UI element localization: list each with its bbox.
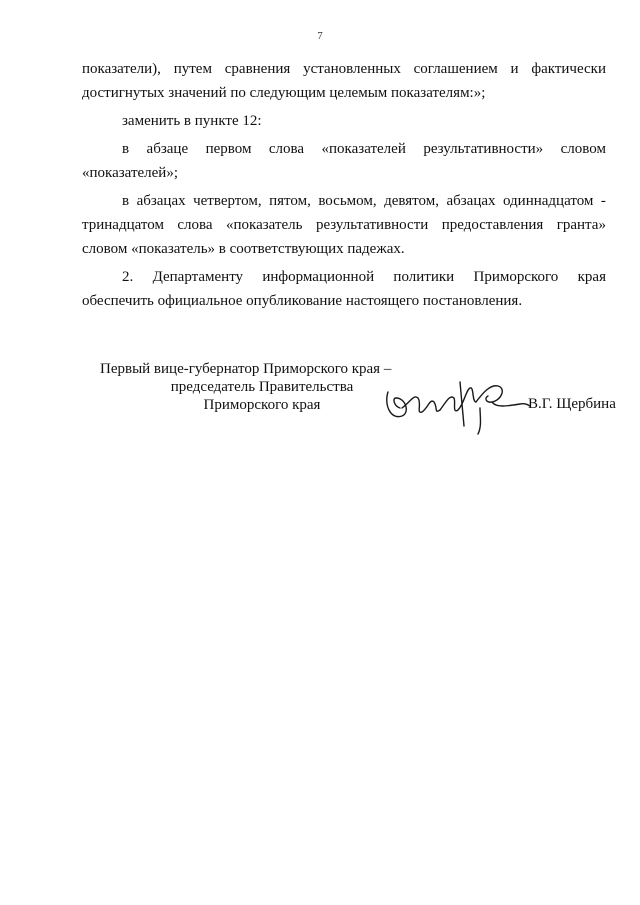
paragraph-5-line-1 bbox=[122, 268, 606, 286]
word: в bbox=[122, 141, 130, 157]
word: соглашением bbox=[413, 61, 498, 77]
word: «показателей bbox=[321, 141, 406, 157]
word: установленных bbox=[303, 61, 401, 77]
word: абзацах bbox=[136, 193, 186, 209]
word: в bbox=[122, 193, 130, 209]
word: политики bbox=[393, 269, 455, 285]
word: предоставления bbox=[441, 217, 544, 233]
word: словом bbox=[560, 141, 606, 157]
paragraph-5-line-2: обеспечить официальное опубликование настоящего постановления. bbox=[82, 293, 523, 309]
word: абзаце bbox=[146, 141, 189, 157]
word: результативности» bbox=[423, 141, 544, 157]
word: информационной bbox=[262, 269, 375, 285]
word: тринадцатом bbox=[82, 217, 164, 233]
word: пятом, bbox=[269, 193, 311, 209]
word: «показатель bbox=[226, 217, 303, 233]
page-number: 7 bbox=[317, 30, 323, 42]
word: слова bbox=[268, 141, 305, 157]
paragraph-1-line-1 bbox=[82, 60, 606, 78]
word: 2. bbox=[122, 269, 134, 285]
signatory-title-line-3: Приморского края bbox=[203, 397, 321, 413]
paragraph-4-line-2 bbox=[82, 216, 606, 234]
word: слова bbox=[177, 217, 213, 233]
word: Департаменту bbox=[152, 269, 244, 285]
paragraph-1-line-2: достигнутых значений по следующим целемым показателям:»; bbox=[82, 85, 486, 101]
word: четвертом, bbox=[193, 193, 262, 209]
signatory-name: В.Г. Щербина bbox=[528, 396, 616, 412]
paragraph-3-line-1 bbox=[122, 140, 606, 158]
word: - bbox=[600, 193, 606, 209]
word: результативности bbox=[315, 217, 429, 233]
word: Приморского bbox=[473, 269, 559, 285]
word: первом bbox=[205, 141, 252, 157]
word: гранта» bbox=[556, 217, 606, 233]
word: и bbox=[510, 61, 519, 77]
word: одиннадцатом bbox=[502, 193, 594, 209]
word: показатели), bbox=[82, 61, 161, 77]
word: путем bbox=[173, 61, 212, 77]
paragraph-4-line-1 bbox=[122, 192, 606, 210]
word: сравнения bbox=[224, 61, 291, 77]
signatory-title-line-2: председатель Правительства bbox=[170, 379, 354, 395]
signatory-title-line-1: Первый вице-губернатор Приморского края – bbox=[100, 361, 392, 377]
word: края bbox=[577, 269, 606, 285]
word: девятом, bbox=[384, 193, 439, 209]
word: восьмом, bbox=[318, 193, 377, 209]
handwritten-signature bbox=[380, 368, 530, 438]
word: фактически bbox=[531, 61, 606, 77]
paragraph-4-line-3: словом «показатель» в соответствующих падежах. bbox=[82, 241, 405, 257]
word: абзацах bbox=[446, 193, 496, 209]
paragraph-3-line-2: «показателей»; bbox=[82, 165, 178, 181]
paragraph-2-line-1: заменить в пункте 12: bbox=[122, 113, 262, 129]
